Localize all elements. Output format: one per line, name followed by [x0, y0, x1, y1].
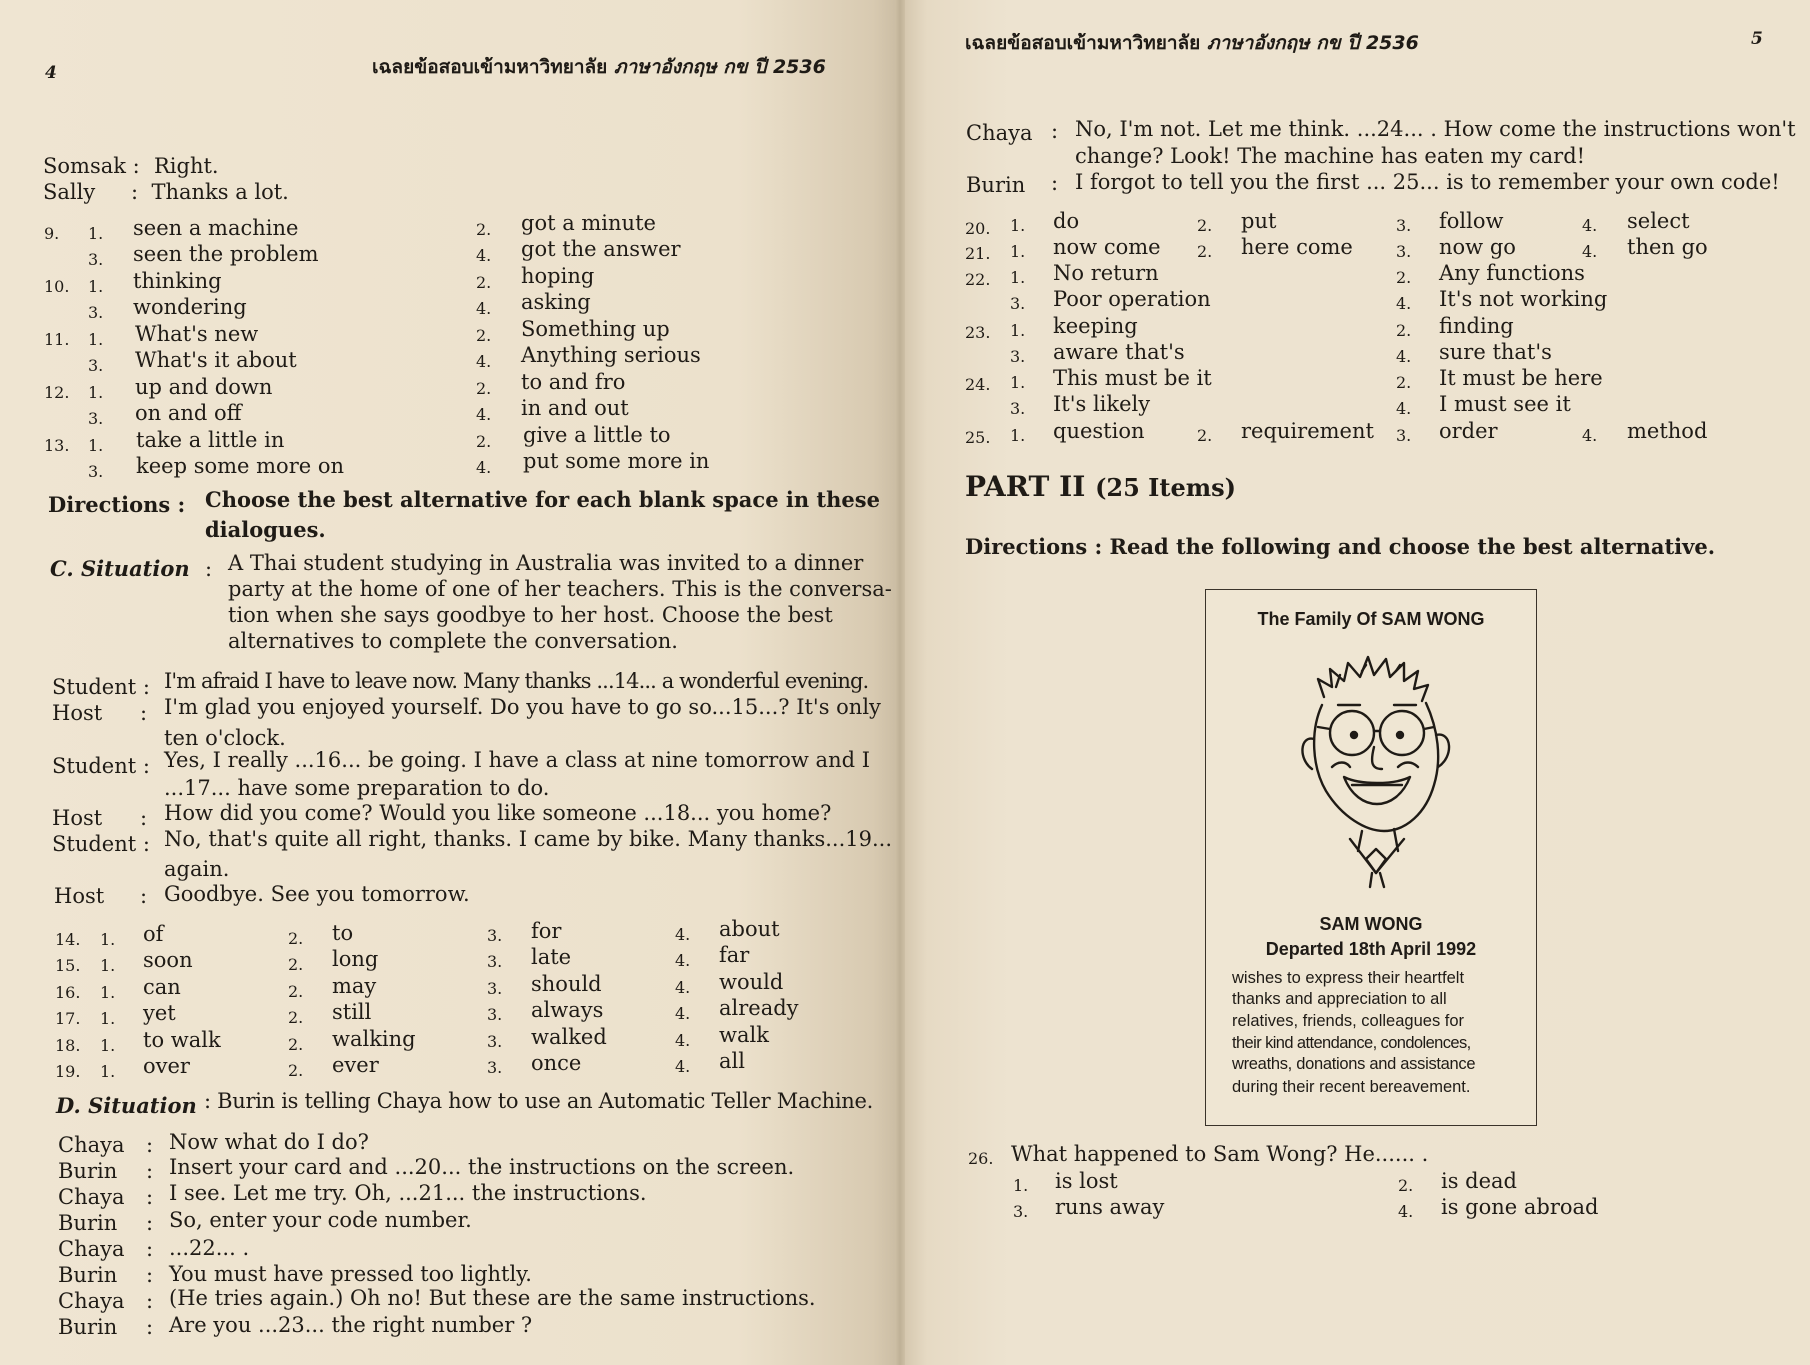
option-number: 1. — [1010, 216, 1026, 235]
speaker-label: Host — [54, 884, 105, 908]
option-text[interactable]: seen a machine — [133, 216, 299, 240]
option-text[interactable]: It must be here — [1439, 366, 1603, 390]
option-number: 4. — [1582, 242, 1598, 261]
option-number: 2. — [288, 982, 304, 1001]
speaker-label: Student : — [52, 675, 150, 699]
option-text[interactable]: walking — [332, 1027, 416, 1051]
option-text[interactable]: It's likely — [1053, 392, 1151, 416]
option-number: 1. — [1010, 321, 1026, 340]
option-text[interactable]: select — [1627, 209, 1690, 233]
option-text[interactable]: order — [1439, 419, 1498, 443]
option-number: 4. — [675, 925, 691, 944]
option-text[interactable]: follow — [1439, 209, 1504, 233]
option-number: 2. — [1197, 216, 1213, 235]
situation-c-label: C. Situation — [50, 556, 190, 581]
question-number: 26. — [968, 1149, 994, 1168]
speaker-label: Burin — [58, 1211, 118, 1235]
option-number: 3. — [487, 1032, 503, 1051]
colon: : — [146, 1185, 154, 1209]
dialogue-line: I'm glad you enjoyed yourself. Do you have to go so...15...? It's only — [164, 695, 881, 719]
option-number: 4. — [1396, 294, 1412, 313]
option-number: 4. — [675, 951, 691, 970]
notice-line: wishes to express their heartfelt — [1232, 969, 1465, 987]
question-number: 24. — [965, 375, 991, 394]
option-number: 2. — [1398, 1176, 1414, 1195]
option-number: 4. — [476, 352, 492, 371]
sam-wong-caricature-icon — [1266, 635, 1486, 895]
option-text[interactable]: is lost — [1055, 1169, 1118, 1193]
option-text[interactable]: can — [143, 975, 181, 999]
option-text[interactable]: in and out — [521, 396, 629, 420]
option-number: 2. — [476, 220, 492, 239]
option-text[interactable]: yet — [143, 1001, 176, 1025]
option-text[interactable]: for — [531, 919, 562, 943]
option-number: 2. — [288, 1008, 304, 1027]
question-number: 17. — [55, 1009, 81, 1028]
option-text[interactable]: sure that's — [1439, 340, 1552, 364]
option-text[interactable]: walk — [719, 1023, 769, 1047]
option-number: 3. — [1396, 426, 1412, 445]
option-text[interactable]: take a little in — [136, 428, 285, 452]
option-number: 1. — [88, 330, 104, 349]
speaker-label: Chaya — [58, 1237, 125, 1261]
option-text[interactable]: I must see it — [1439, 392, 1571, 416]
colon: : — [140, 884, 148, 908]
question-number: 18. — [55, 1036, 81, 1055]
question-number: 15. — [55, 956, 81, 975]
option-text[interactable]: Something up — [521, 317, 670, 341]
dialogue-line: : Thanks a lot. — [131, 180, 289, 204]
option-number: 2. — [1197, 242, 1213, 261]
left-running-head: เฉลยข้อสอบเข้ามหาวิทยาลัย ภาษาอังกฤษ กข ปี 2536 — [372, 56, 826, 78]
question-number: 21. — [965, 244, 991, 263]
option-text[interactable]: put — [1241, 209, 1277, 233]
notice-line: relatives, friends, colleagues for — [1232, 1012, 1465, 1030]
dialogue-line: (He tries again.) Oh no! But these are the same instructions. — [169, 1286, 816, 1310]
speaker-label: Burin — [58, 1159, 118, 1183]
option-number: 4. — [476, 246, 492, 265]
option-text[interactable]: seen the problem — [133, 242, 319, 266]
option-text[interactable]: give a little to — [523, 423, 671, 447]
option-number: 3. — [487, 979, 503, 998]
option-text[interactable]: would — [719, 970, 784, 994]
situation-c-line: A Thai student studying in Australia was invited to a dinner — [228, 551, 864, 575]
question-number: 10. — [44, 277, 70, 296]
question-number: 22. — [965, 270, 991, 289]
option-text[interactable]: now come — [1053, 235, 1161, 259]
option-text[interactable]: What's new — [135, 322, 259, 346]
option-text[interactable]: walked — [531, 1025, 607, 1049]
option-number: 3. — [487, 952, 503, 971]
question-number: 13. — [44, 436, 70, 455]
option-number: 3. — [88, 409, 104, 428]
option-number: 2. — [1197, 426, 1213, 445]
dialogue-line: Yes, I really ...16... be going. I have a class at nine tomorrow and I — [164, 748, 871, 772]
question-number: 12. — [44, 383, 70, 402]
speaker-label: Host — [52, 806, 103, 830]
option-number: 3. — [1396, 216, 1412, 235]
option-number: 3. — [487, 926, 503, 945]
speaker-label: Somsak : — [43, 154, 140, 178]
option-number: 1. — [1013, 1176, 1029, 1195]
option-number: 1. — [88, 383, 104, 402]
option-number: 2. — [476, 379, 492, 398]
question-number: 14. — [55, 930, 81, 949]
option-number: 4. — [1398, 1202, 1414, 1221]
obituary-notice — [1205, 589, 1537, 1126]
dialogue-line: Goodbye. See you tomorrow. — [164, 882, 470, 906]
notice-line: their kind attendance, condolences, — [1232, 1034, 1471, 1052]
question-number: 23. — [965, 323, 991, 342]
option-text[interactable]: should — [531, 972, 602, 996]
option-text[interactable]: already — [719, 996, 799, 1020]
colon: : — [140, 806, 148, 830]
part-directions: Directions : Read the following and choose the best alternative. — [965, 534, 1716, 559]
option-number: 2. — [476, 326, 492, 345]
dialogue-line: I see. Let me try. Oh, ...21... the instructions. — [169, 1181, 647, 1205]
dialogue-line: So, enter your code number. — [169, 1208, 472, 1232]
colon: : — [146, 1159, 154, 1183]
speaker-label: Burin — [58, 1315, 118, 1339]
option-number: 1. — [100, 983, 116, 1002]
option-text[interactable]: Anything serious — [521, 343, 701, 367]
notice-line: wreaths, donations and assistance — [1232, 1055, 1476, 1073]
option-number: 1. — [1010, 373, 1026, 392]
option-number: 1. — [100, 1009, 116, 1028]
option-text[interactable]: is dead — [1441, 1169, 1518, 1193]
speaker-label: Chaya — [58, 1185, 125, 1209]
option-number: 1. — [1010, 426, 1026, 445]
colon: : — [146, 1289, 154, 1313]
option-number: 2. — [476, 432, 492, 451]
option-number: 4. — [476, 458, 492, 477]
notice-departed: Departed 18th April 1992 — [1265, 939, 1477, 959]
question-number: 11. — [44, 330, 70, 349]
situation-c-line: alternatives to complete the conversation. — [228, 629, 678, 653]
colon: : — [146, 1237, 154, 1261]
colon: : — [205, 557, 213, 581]
speaker-label: Host — [52, 701, 103, 725]
option-text[interactable]: do — [1053, 209, 1080, 233]
option-text[interactable]: keeping — [1053, 314, 1138, 338]
speaker-label: Chaya — [58, 1289, 125, 1313]
option-text[interactable]: to — [332, 921, 354, 945]
option-number: 4. — [1582, 426, 1598, 445]
option-number: 4. — [476, 405, 492, 424]
option-text[interactable]: of — [143, 922, 164, 946]
option-text[interactable]: wondering — [133, 295, 247, 319]
option-text[interactable]: about — [719, 917, 780, 941]
option-number: 4. — [1582, 216, 1598, 235]
option-number: 3. — [487, 1058, 503, 1077]
option-number: 4. — [1396, 347, 1412, 366]
option-text[interactable]: all — [719, 1049, 745, 1073]
option-text[interactable]: keep some more on — [136, 454, 345, 478]
dialogue-line: ...22... . — [169, 1236, 250, 1260]
option-text[interactable]: once — [531, 1051, 582, 1075]
option-number: 3. — [1010, 294, 1026, 313]
dialogue-line: ten o'clock. — [164, 726, 286, 750]
dialogue-line: No, that's quite all right, thanks. I came by bike. Many thanks...19... — [164, 827, 893, 851]
dialogue-line: You must have pressed too lightly. — [169, 1262, 532, 1286]
directions-text: Choose the best alternative for each blank space in these — [205, 487, 880, 512]
option-number: 3. — [88, 356, 104, 375]
option-number: 3. — [487, 1005, 503, 1024]
option-number: 4. — [675, 1031, 691, 1050]
option-text[interactable]: aware that's — [1053, 340, 1185, 364]
option-text[interactable]: late — [531, 945, 572, 969]
option-text[interactable]: on and off — [135, 401, 242, 425]
option-number: 1. — [100, 1036, 116, 1055]
option-number: 2. — [288, 1035, 304, 1054]
dialogue-line: Are you ...23... the right number ? — [169, 1313, 533, 1337]
speaker-label: Chaya — [58, 1133, 125, 1157]
situation-c-line: party at the home of one of her teachers. This is the conversa- — [228, 577, 892, 601]
option-text[interactable]: asking — [521, 290, 591, 314]
colon: : — [146, 1263, 154, 1287]
question-number: 16. — [55, 983, 81, 1002]
option-number: 2. — [288, 1061, 304, 1080]
speaker-label: Chaya — [966, 121, 1033, 145]
option-number: 2. — [476, 273, 492, 292]
option-text[interactable]: This must be it — [1053, 366, 1212, 390]
option-number: 3. — [88, 303, 104, 322]
speaker-label: Burin — [966, 173, 1026, 197]
option-text[interactable]: question — [1053, 419, 1145, 443]
option-text[interactable]: method — [1627, 419, 1708, 443]
option-text[interactable]: soon — [143, 948, 193, 972]
option-number: 1. — [1010, 242, 1026, 261]
directions-label: Directions : — [48, 492, 186, 517]
question-number: 25. — [965, 428, 991, 447]
left-page-number: 4 — [45, 63, 57, 83]
option-number: 4. — [1396, 399, 1412, 418]
notice-line: during their recent bereavement. — [1232, 1078, 1471, 1096]
question-number: 9. — [44, 224, 60, 243]
option-text[interactable]: got a minute — [521, 211, 656, 235]
option-number: 4. — [675, 978, 691, 997]
speaker-label: Sally — [43, 180, 96, 204]
option-number: 4. — [675, 1057, 691, 1076]
dialogue-line: Insert your card and ...20... the instructions on the screen. — [169, 1155, 795, 1179]
dialogue-line: I forgot to tell you the first ... 25... is to remember your own code! — [1075, 170, 1780, 194]
colon: : — [1051, 171, 1059, 195]
part-heading: PART II (25 Items) — [965, 470, 1237, 503]
option-number: 1. — [88, 277, 104, 296]
situation-d-text: : Burin is telling Chaya how to use an Automatic Teller Machine. — [204, 1089, 873, 1113]
option-number: 2. — [288, 929, 304, 948]
option-number: 2. — [1396, 321, 1412, 340]
question-number: 19. — [55, 1062, 81, 1081]
option-number: 1. — [88, 436, 104, 455]
option-number: 2. — [1396, 268, 1412, 287]
option-text[interactable]: may — [332, 974, 377, 998]
option-text[interactable]: ever — [332, 1053, 379, 1077]
colon: : — [146, 1315, 154, 1339]
speaker-label: Burin — [58, 1263, 118, 1287]
notice-name: SAM WONG — [1319, 914, 1423, 934]
colon: : — [140, 701, 148, 725]
dialogue-line: Now what do I do? — [169, 1130, 369, 1154]
book-gutter — [895, 0, 905, 1365]
option-number: 1. — [100, 930, 116, 949]
option-text[interactable]: Any functions — [1439, 261, 1585, 285]
dialogue-line: I'm afraid I have to leave now. Many thanks ...14... a wonderful evening. — [164, 669, 869, 693]
option-number: 3. — [88, 462, 104, 481]
notice-line: thanks and appreciation to all — [1232, 990, 1447, 1008]
right-page-number: 5 — [1751, 29, 1763, 49]
option-text[interactable]: No return — [1053, 261, 1159, 285]
option-text[interactable]: now go — [1439, 235, 1516, 259]
directions-text: dialogues. — [205, 517, 326, 542]
option-number: 1. — [88, 224, 104, 243]
dialogue-line: No, I'm not. Let me think. ...24... . How come the instructions won't — [1075, 117, 1796, 141]
option-text[interactable]: far — [719, 943, 750, 967]
option-text[interactable]: runs away — [1055, 1195, 1165, 1219]
option-text[interactable]: requirement — [1241, 419, 1374, 443]
option-number: 4. — [476, 299, 492, 318]
option-text[interactable]: finding — [1439, 314, 1514, 338]
option-number: 3. — [1396, 242, 1412, 261]
option-text[interactable]: then go — [1627, 235, 1708, 259]
option-text[interactable]: put some more in — [523, 449, 710, 473]
option-number: 3. — [1013, 1202, 1029, 1221]
option-text[interactable]: over — [143, 1054, 190, 1078]
dialogue-line: How did you come? Would you like someone ...18... you home? — [164, 801, 832, 825]
colon: : — [146, 1211, 154, 1235]
option-text[interactable]: here come — [1241, 235, 1353, 259]
colon: : — [1051, 119, 1059, 143]
dialogue-line: change? Look! The machine has eaten my card! — [1075, 144, 1586, 168]
option-number: 1. — [1010, 268, 1026, 287]
option-text[interactable]: Poor operation — [1053, 287, 1211, 311]
dialogue-line: Right. — [154, 154, 219, 178]
option-text[interactable]: hoping — [521, 264, 595, 288]
option-text[interactable]: It's not working — [1439, 287, 1608, 311]
option-text[interactable]: still — [332, 1000, 372, 1024]
situation-d-label: D. Situation — [56, 1093, 197, 1118]
option-text[interactable]: thinking — [133, 269, 222, 293]
option-number: 2. — [1396, 373, 1412, 392]
option-number: 4. — [675, 1004, 691, 1023]
question-stem: What happened to Sam Wong? He...... . — [1011, 1142, 1429, 1166]
option-number: 1. — [100, 1062, 116, 1081]
option-number: 3. — [1010, 399, 1026, 418]
question-number: 20. — [965, 219, 991, 238]
notice-title: The Family Of SAM WONG — [1257, 609, 1485, 629]
situation-c-line: tion when she says goodbye to her host. Choose the best — [228, 603, 833, 627]
option-number: 3. — [1010, 347, 1026, 366]
option-text[interactable]: got the answer — [521, 237, 681, 261]
option-text[interactable]: long — [332, 947, 379, 971]
option-text[interactable]: is gone abroad — [1441, 1195, 1599, 1219]
option-number: 2. — [288, 955, 304, 974]
speaker-label: Student : — [52, 754, 150, 778]
option-number: 1. — [100, 956, 116, 975]
option-text[interactable]: up and down — [135, 375, 273, 399]
colon: : — [146, 1133, 154, 1157]
dialogue-line: again. — [164, 857, 230, 881]
option-text[interactable]: to and fro — [521, 370, 626, 394]
option-text[interactable]: to walk — [143, 1028, 221, 1052]
option-text[interactable]: always — [531, 998, 604, 1022]
right-running-head: เฉลยข้อสอบเข้ามหาวิทยาลัย ภาษาอังกฤษ กข ปี 2536 — [965, 32, 1419, 54]
dialogue-line: ...17... have some preparation to do. — [164, 776, 550, 800]
option-text[interactable]: What's it about — [135, 348, 297, 372]
option-number: 3. — [88, 250, 104, 269]
speaker-label: Student : — [52, 832, 150, 856]
